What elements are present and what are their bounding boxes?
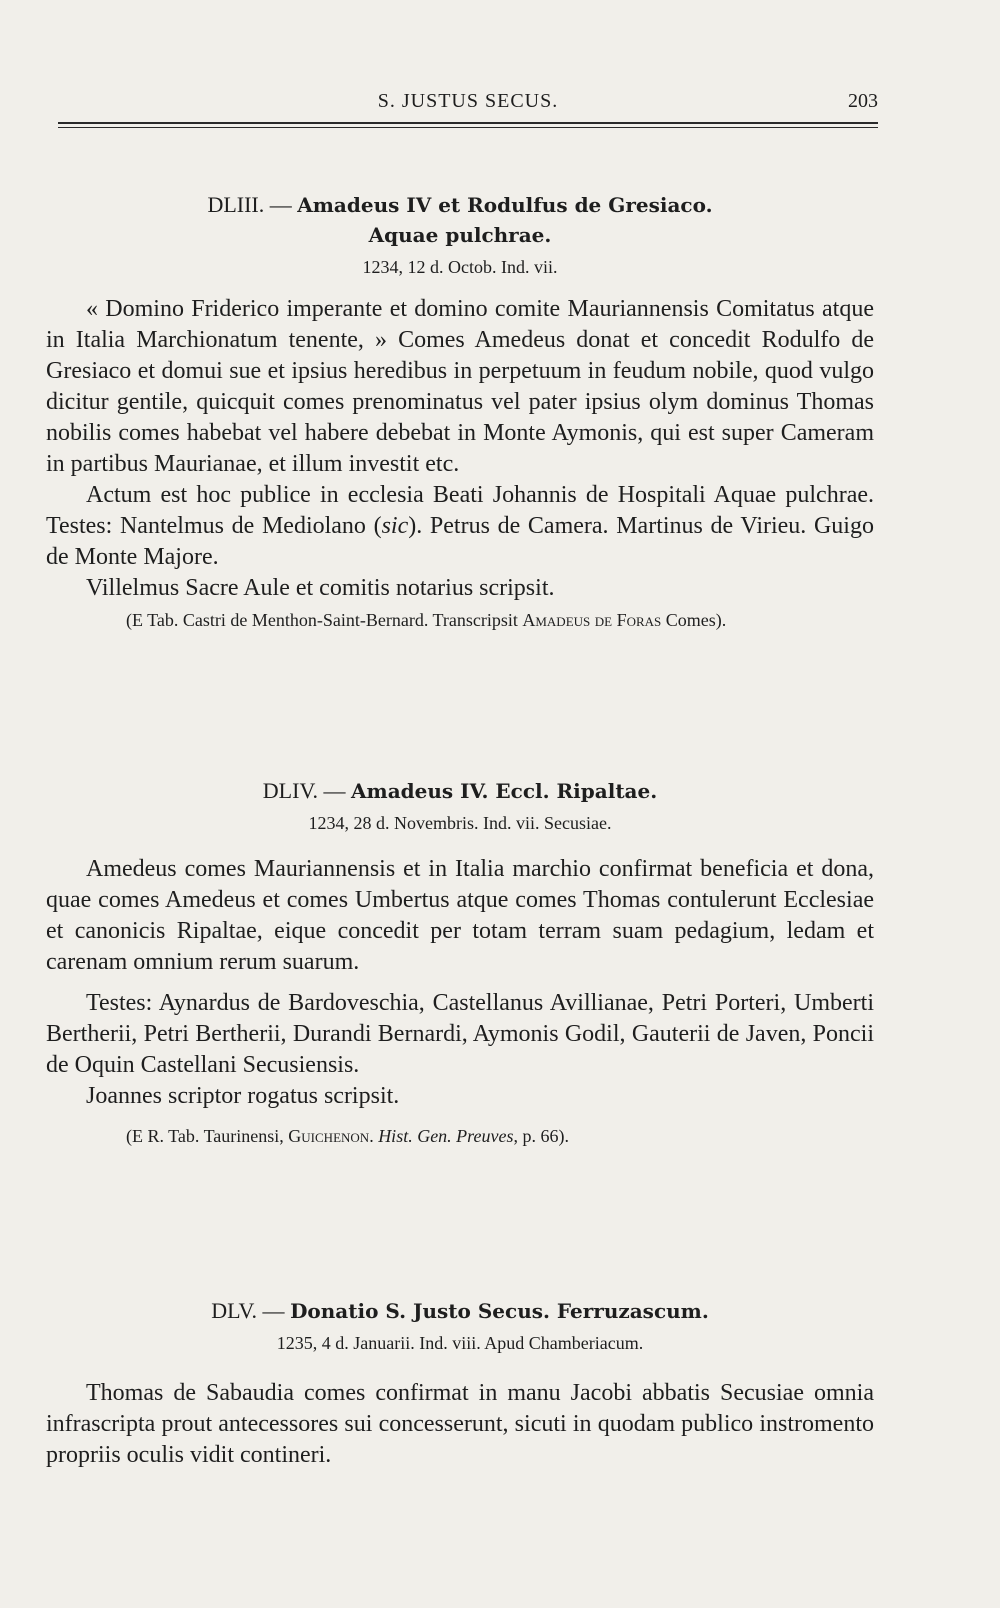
header-rule [58, 122, 878, 124]
doc-554-source-work: Hist. Gen. Preuves [378, 1126, 514, 1146]
doc-554-para3: Joannes scriptor rogatus scripsit. [86, 1083, 400, 1109]
doc-554-para1: Amedeus comes Mauriannensis et in Italia marchio confirmat beneficia et dona, quae comes Amedeus et comes Umbertus atque comes Thomas contulerunt Ecclesiae et canonicis Ripaltae, eique concedit per totam terram suam pedagium, ledam et carenam omnium rerum suarum. [46, 856, 874, 975]
doc-554-source-b: . [369, 1126, 379, 1146]
doc-553-title [46, 190, 874, 250]
doc-555-title [46, 1296, 874, 1326]
doc-554-source-author: Guichenon [288, 1126, 370, 1146]
page-number: 203 [848, 90, 878, 112]
doc-555-title-text: Donatio S. Justo Secus. Ferruzascum. [290, 1299, 709, 1323]
running-title: S. JUSTUS SECUS. [377, 90, 559, 112]
document-554 [46, 776, 874, 1148]
doc-554-source [46, 1124, 874, 1148]
doc-554-title-text: Amadeus IV. Eccl. Ripaltae. [351, 779, 658, 803]
header-rule-thin [58, 127, 878, 128]
doc-553-source-author: Amadeus de Foras [522, 610, 662, 630]
doc-553-date: 1234, 12 d. Octob. Ind. vii. [362, 257, 558, 277]
doc-554-number: DLIV. — [262, 778, 346, 803]
doc-553-para1: « Domino Friderico imperante et domino comite Mauriannensis Comitatus atque in Italia Marchionatum tenente, » Comes Amedeus donat et concedit Rodulfo de Gresiaco et domui sue et ipsius heredibus in perpetuum in feudum nobile, quod vulgo dicitur gentile, quicquit comes prenominatus vel pater ipsius olym dominus Thomas nobilis comes habebat vel habere debebat in Monte Aymonis, qui est super Cameram in partibus Maurianae, et illum investit etc. [46, 296, 874, 477]
doc-554-source-a: (E R. Tab. Taurinensi, [126, 1126, 289, 1146]
doc-553-title-line2: Aquae pulchrae. [368, 223, 552, 247]
doc-555-para1: Thomas de Sabaudia comes confirmat in manu Jacobi abbatis Secusiae omnia infrascripta prout antecessores sui concesserunt, sicuti in quodam publico instromento propriis oculis vidit contineri. [46, 1380, 874, 1468]
doc-554-source-c: , p. 66). [513, 1126, 569, 1146]
doc-554-title [46, 776, 874, 806]
doc-553-title-line1: Amadeus IV et Rodulfus de Gresiaco. [297, 193, 713, 217]
doc-553-para2-a: Actum est hoc publice in ecclesia Beati Johannis de Hospitali Aquae pulchrae. Testes: Nantelmus de Mediolano ( [46, 482, 874, 539]
doc-553-para3: Villelmus Sacre Aule et comitis notarius scripsit. [86, 575, 555, 601]
document-555 [46, 1296, 874, 1471]
page-header [58, 86, 878, 126]
document-553 [46, 190, 874, 632]
doc-553-source [46, 608, 874, 632]
doc-555-date: 1235, 4 d. Januarii. Ind. viii. Apud Chamberiacum. [276, 1333, 644, 1353]
doc-554-para2: Testes: Aynardus de Bardoveschia, Castellanus Avillianae, Petri Porteri, Umberti Bertherii, Petri Bertherii, Durandi Bernardi, Aymonis Godil, Gauterii de Javen, Poncii de Oquin Castellani Secusiensis. [46, 990, 874, 1078]
doc-553-para2-sic: sic [381, 513, 409, 539]
doc-554-date: 1234, 28 d. Novembris. Ind. vii. Secusiae. [308, 813, 612, 833]
doc-555-number: DLV. — [211, 1298, 285, 1323]
doc-553-source-b: Comes). [661, 610, 727, 630]
doc-553-para2-b: ). Petrus de Camera. Martinus de Virieu. Guigo de Monte Majore. [46, 513, 874, 570]
doc-553-para2 [46, 480, 874, 573]
doc-553-number: DLIII. — [207, 192, 292, 217]
doc-553-source-a: (E Tab. Castri de Menthon-Saint-Bernard. Transcripsit [126, 610, 523, 630]
